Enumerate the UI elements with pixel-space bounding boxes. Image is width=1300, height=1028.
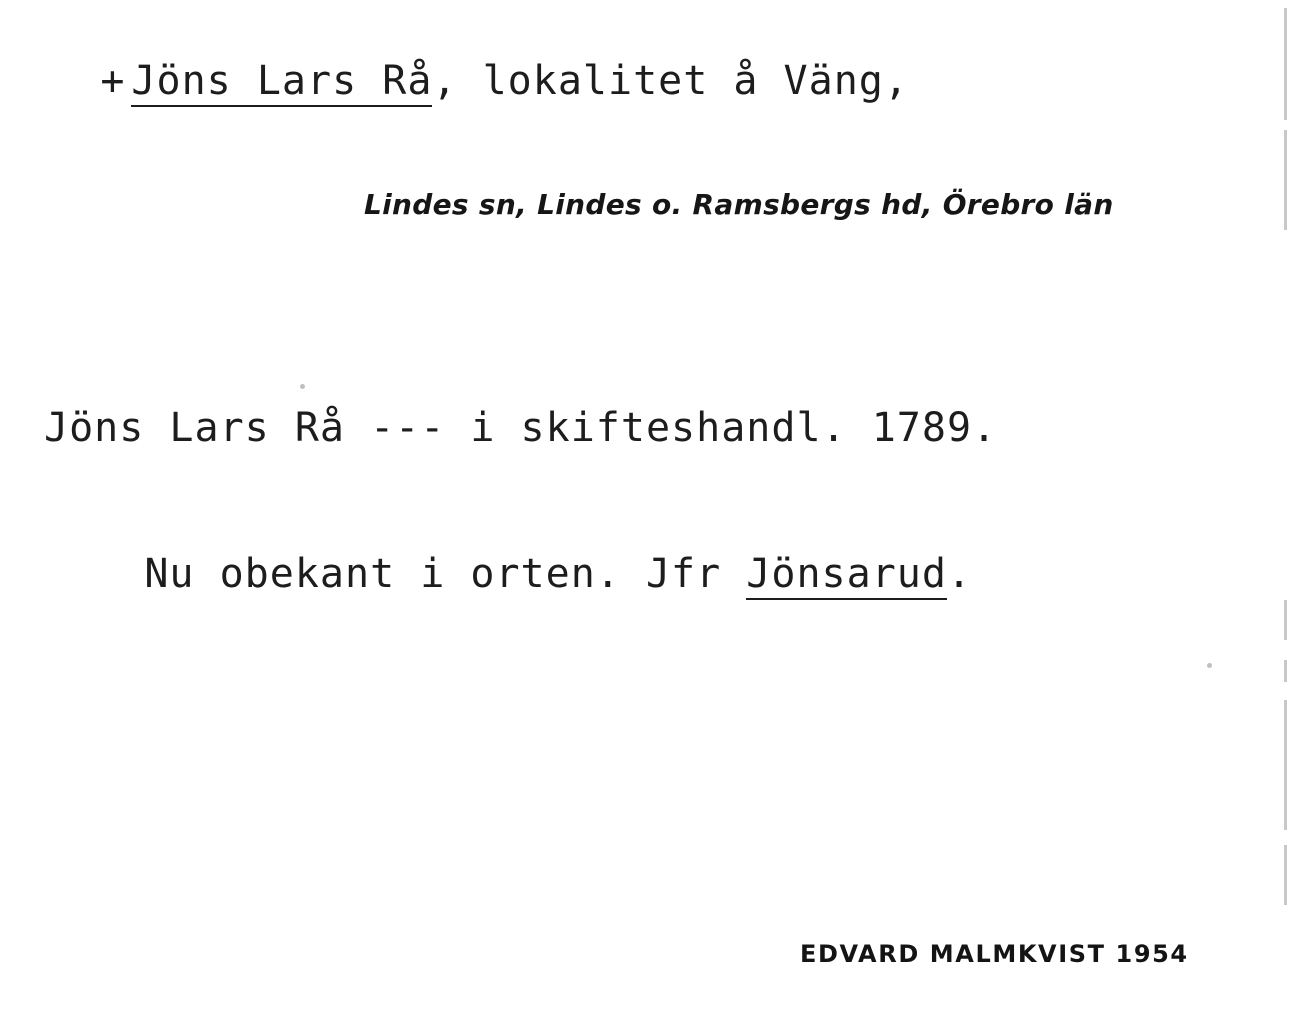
scan-edge-mark (1284, 700, 1287, 830)
cross-reference-term: Jönsarud (746, 551, 947, 600)
signature-line: EDVARD MALMKVIST 1954 (800, 940, 1189, 968)
cross-marker: + (100, 58, 126, 104)
parish-district-county-line: Lindes sn, Lindes o. Ramsbergs hd, Örebro län (364, 188, 1114, 221)
scan-edge-mark (1284, 660, 1287, 682)
scan-edge-mark (1284, 130, 1287, 230)
body-line-2-after: . (946, 551, 973, 597)
body-line-1: Jöns Lars Rå --- i skifteshandl. 1789. (44, 405, 998, 451)
headword-rest: , lokalitet å Väng, (432, 58, 909, 104)
scan-speck (300, 384, 305, 389)
scan-edge-mark (1284, 845, 1287, 905)
headword-line (0, 12, 909, 150)
scan-edge-mark (1284, 600, 1287, 640)
scan-edge-mark (1284, 8, 1287, 120)
scan-speck (1207, 663, 1212, 668)
headword-term: Jöns Lars Rå (131, 58, 432, 107)
body-line-2-before: Nu obekant i orten. Jfr (144, 551, 747, 597)
body-line-2 (44, 505, 972, 643)
